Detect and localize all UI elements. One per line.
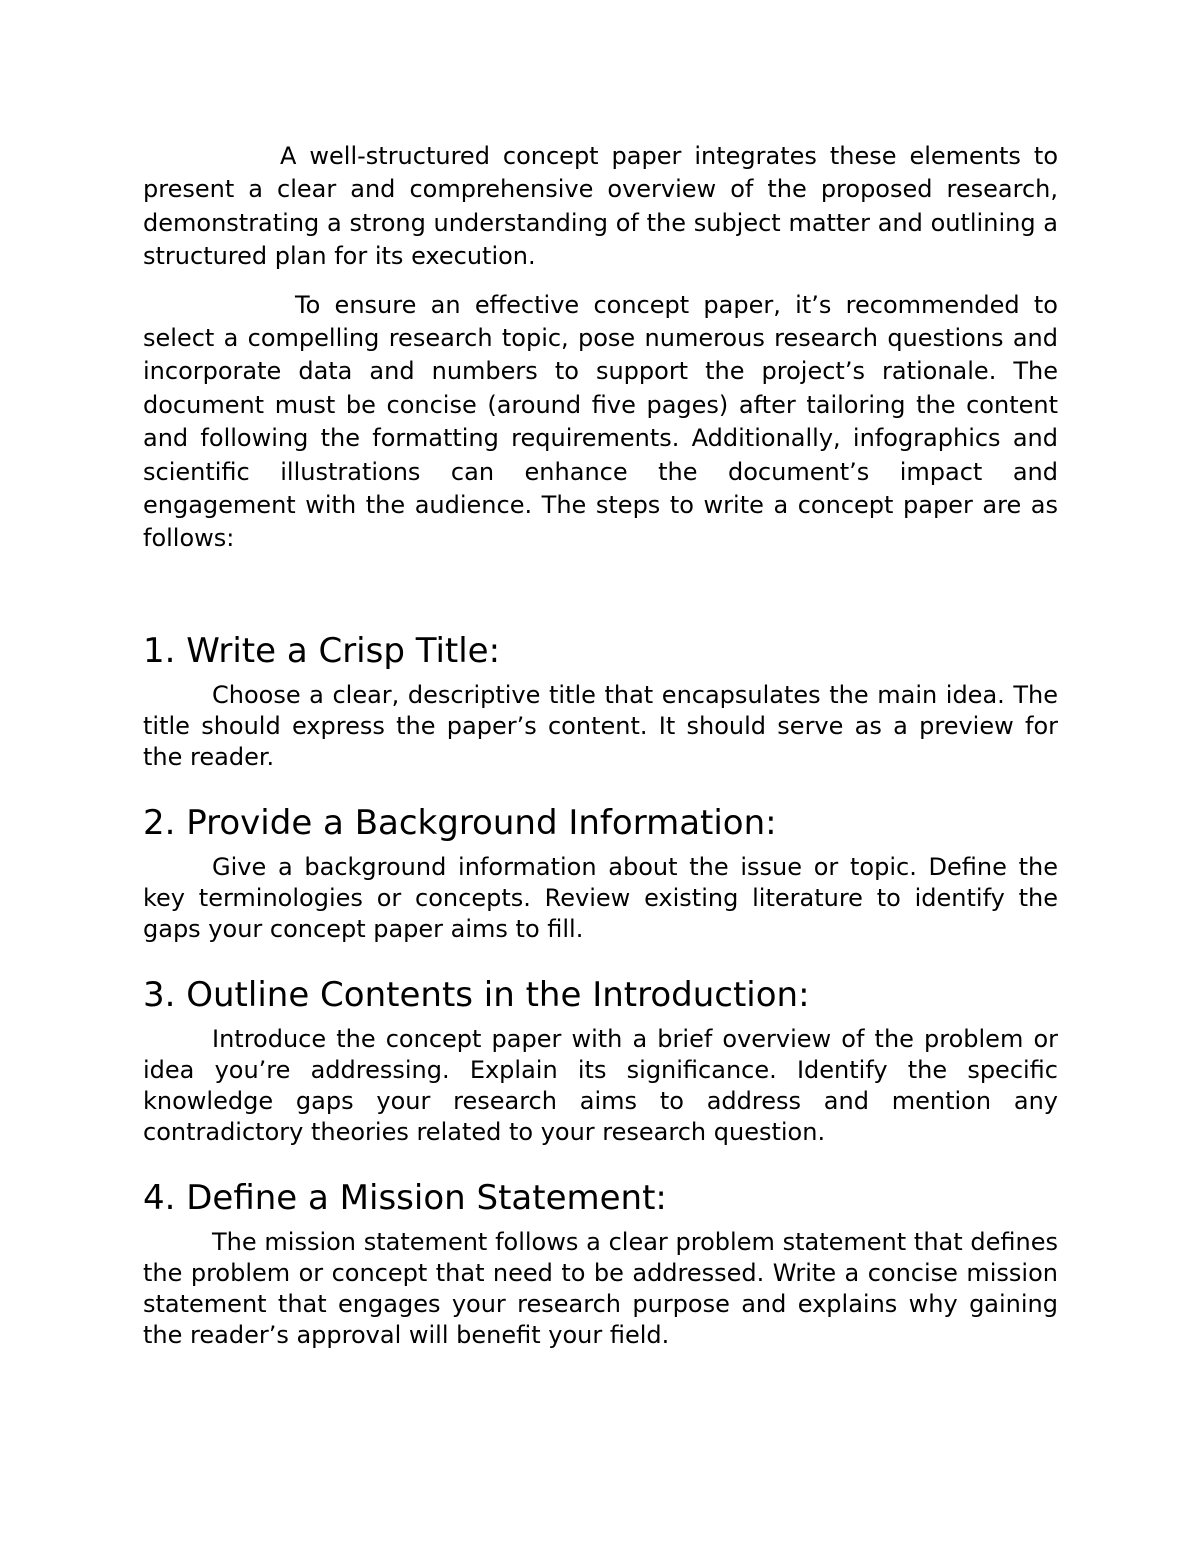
intro-paragraph: A well-structured concept paper integrates these elements to present a clear and comprehensive overview of the proposed research, demonstrating a strong understanding of the subject matter and outlining a structured plan for its execution. [143, 142, 1058, 271]
section-body: The mission statement follows a clear problem statement that defines the problem or concept that need to be addressed. Write a concise mission statement that engages your research purpose and explains why gaining the reader’s approval will benefit your field. [143, 1227, 1058, 1349]
section-body: Give a background information about the issue or topic. Define the key terminologies or concepts. Review existing literature to identify the gaps your concept paper aims to fill. [143, 852, 1058, 943]
section-body: Introduce the concept paper with a brief overview of the problem or idea you’re addressing. Explain its significance. Identify the specific knowledge gaps your research aims to address and mention any contradictory theories related to your research question. [143, 1024, 1058, 1146]
section-heading: 4. Define a Mission Statement: [143, 1177, 667, 1218]
section-title [143, 631, 1058, 773]
section-background [143, 803, 1058, 945]
section-introduction [143, 975, 1058, 1148]
intro-paragraph: To ensure an effective concept paper, it’s recommended to select a compelling research topic, pose numerous research questions and incorporate data and numbers to support the project’s rationale. The document must be concise (around five pages) after tailoring the content and following the formatting requirements. Additionally, infographics and scientific illustrations can enhance the document’s impact and engagement with the audience. The steps to write a concept paper are as follows: [143, 290, 1058, 553]
section-heading: 2. Provide a Background Information: [143, 802, 777, 843]
section-body: Choose a clear, descriptive title that encapsulates the main idea. The title should express the paper’s content. It should serve as a preview for the reader. [143, 680, 1058, 771]
document-page [143, 140, 1058, 1351]
section-mission [143, 1178, 1058, 1351]
section-heading: 3. Outline Contents in the Introduction: [143, 974, 810, 1015]
section-heading: 1. Write a Crisp Title: [143, 630, 501, 671]
